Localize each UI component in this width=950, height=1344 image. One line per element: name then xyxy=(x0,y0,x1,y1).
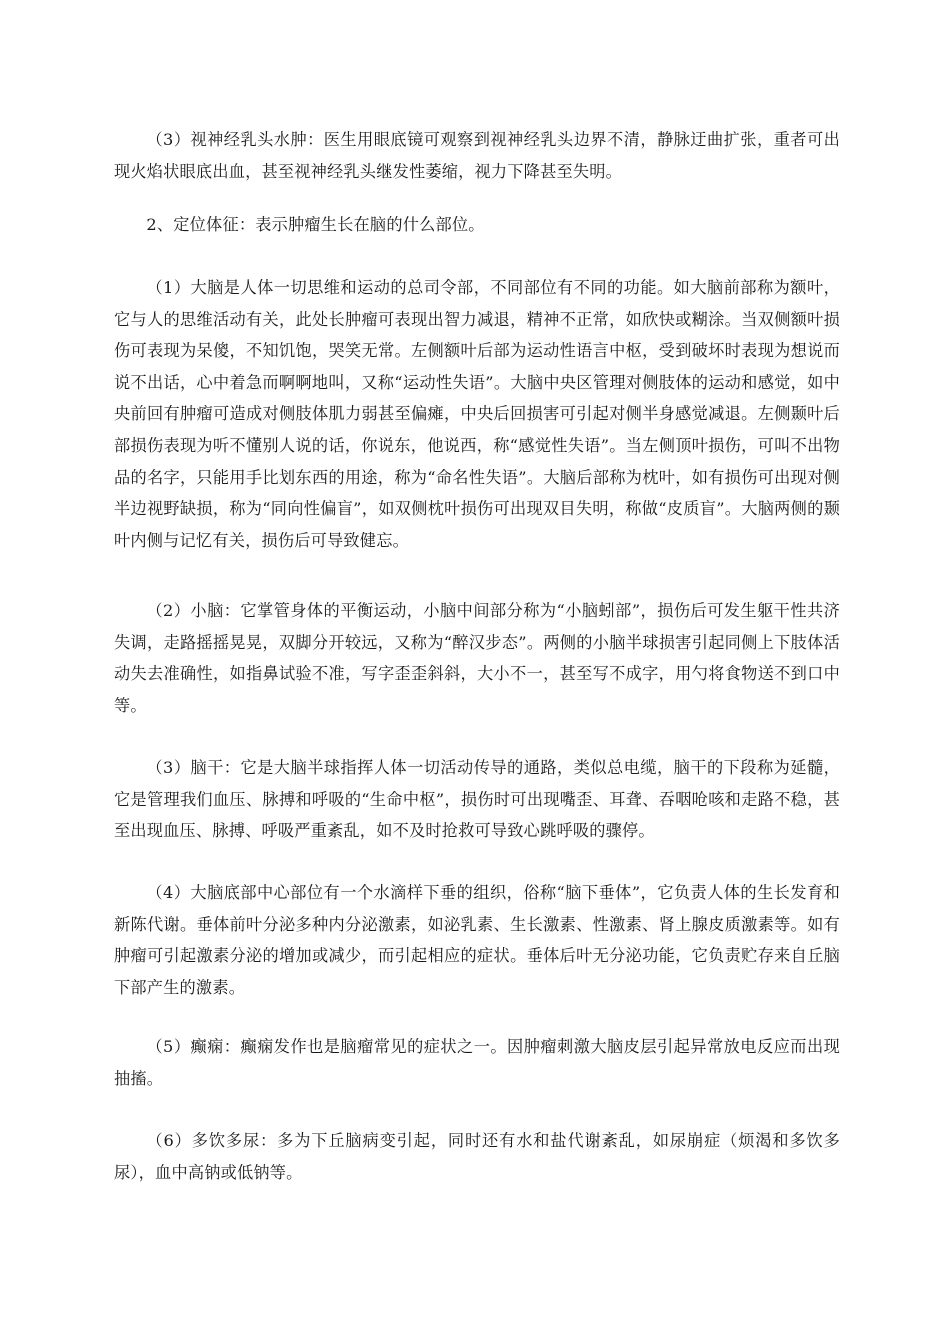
paragraph-brainstem: （3）脑干：它是大脑半球指挥人体一切活动传导的通路，类似总电缆，脑干的下段称为延髓，它是管理我们血压、脉搏和呼吸的“生命中枢”，损伤时可出现嘴歪、耳聋、吞咽呛咳和走路不稳，甚至出现血压、脉搏、呼吸严重紊乱，如不及时抢救可导致心跳呼吸的骤停。 xyxy=(114,758,840,841)
paragraph-epilepsy: （5）癫痫：癫痫发作也是脑瘤常见的症状之一。因肿瘤刺激大脑皮层引起异常放电反应而出现抽搐。 xyxy=(114,1037,840,1088)
paragraph-cerebellum: （2）小脑：它掌管身体的平衡运动，小脑中间部分称为“小脑蚓部”，损伤后可发生躯干性共济失调，走路摇摇晃晃，双脚分开较远，又称为“醉汉步态”。两侧的小脑半球损害引起同侧上下肢体活动失去准确性，如指鼻试验不准，写字歪歪斜斜，大小不一，甚至写不成字，用勺将食物送不到口中等。 xyxy=(114,601,840,715)
paragraph-pituitary: （4）大脑底部中心部位有一个水滴样下垂的组织，俗称“脑下垂体”，它负责人体的生长发育和新陈代谢。垂体前叶分泌多种内分泌激素，如泌乳素、生长激素、性激素、肾上腺皮质激素等。如有肿瘤可引起激素分泌的增加或减少，而引起相应的症状。垂体后叶无分泌功能，它负责贮存来自丘脑下部产生的激素。 xyxy=(114,883,840,997)
paragraph-localization-signs: 2、定位体征：表示肿瘤生长在脑的什么部位。 xyxy=(146,215,485,234)
paragraph-optic-papilledema: （3）视神经乳头水肿：医生用眼底镜可观察到视神经乳头边界不清，静脉迂曲扩张，重者可出现火焰状眼底出血，甚至视神经乳头继发性萎缩，视力下降甚至失明。 xyxy=(114,130,840,181)
paragraph-cerebrum: （1）大脑是人体一切思维和运动的总司令部，不同部位有不同的功能。如大脑前部称为额叶，它与人的思维活动有关，此处长肿瘤可表现出智力减退，精神不正常，如欣快或糊涂。当双侧额叶损伤可表现为呆傻，不知饥饱，哭笑无常。左侧额叶后部为运动性语言中枢，受到破坏时表现为想说而说不出话，心中着急而啊啊地叫，又称“运动性失语”。大脑中央区管理对侧肢体的运动和感觉，如中央前回有肿瘤可造成对侧肢体肌力弱甚至偏瘫，中央后回损害可引起对侧半身感觉减退。左侧颞叶后部损伤表现为听不懂别人说的话，你说东，他说西，称“感觉性失语”。当左侧顶叶损伤，可叫不出物品的名字，只能用手比划东西的用途，称为“命名性失语”。大脑后部称为枕叶，如有损伤可出现对侧半边视野缺损，称为“同向性偏盲”，如双侧枕叶损伤可出现双目失明，称做“皮质盲”。大脑两侧的颞叶内侧与记忆有关，损伤后可导致健忘。 xyxy=(114,278,840,550)
paragraph-polydipsia-polyuria: （6）多饮多尿：多为下丘脑病变引起，同时还有水和盐代谢紊乱，如尿崩症（烦渴和多饮多尿），血中高钠或低钠等。 xyxy=(114,1131,840,1182)
